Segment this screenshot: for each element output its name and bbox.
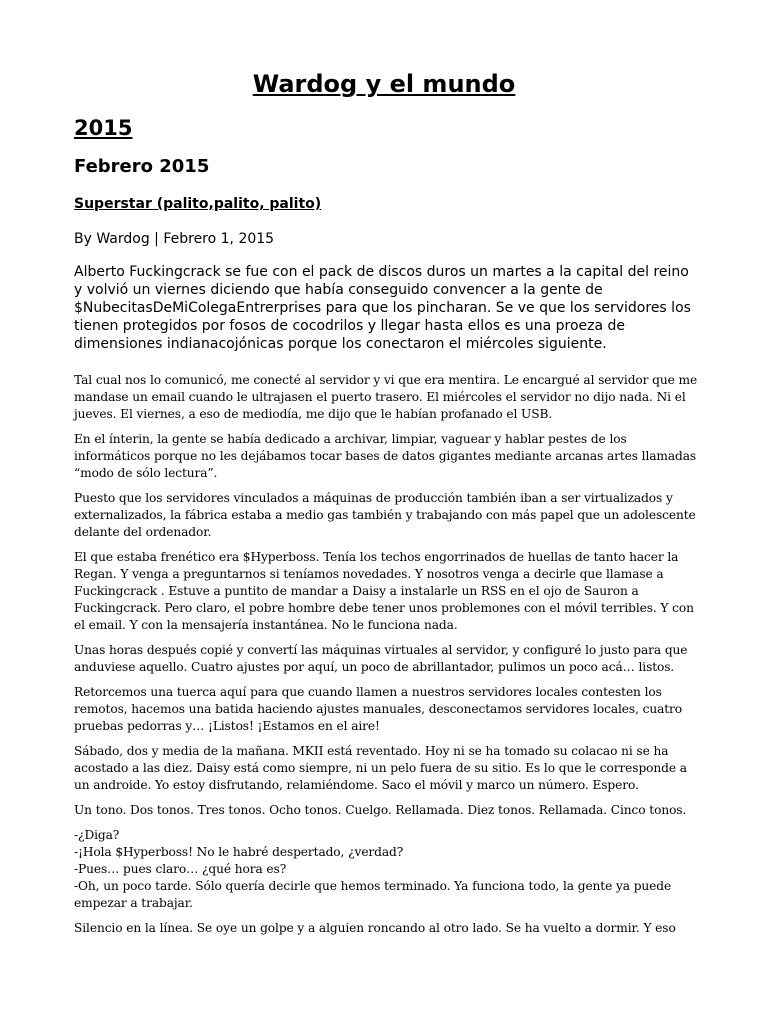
dialog-line: -Oh, un poco tarde. Sólo quería decirle que hemos terminado. Ya funciona todo, la gente ya puede empezar a trabajar. — [74, 879, 672, 910]
body-paragraph: Puesto que los servidores vinculados a máquinas de producción también iban a ser virtualizados y externalizados, la fábrica estaba a medio gas también y trabajando con más papel que un adolescente delante del ordenador. — [74, 491, 696, 539]
body-paragraph: Retorcemos una tuerca aquí para que cuando llamen a nuestros servidores locales contesten los remotos, hacemos una batida haciendo ajustes manuales, desconectamos servidores locales, cuatro pruebas pedorras y… ¡Listos! ¡Estamos en el aire! — [74, 685, 683, 733]
post-byline: By Wardog | Febrero 1, 2015 — [74, 231, 275, 247]
body-paragraph: En el ínterin, la gente se había dedicado a archivar, limpiar, vaguear y hablar pestes de los informáticos porque no les dejábamos tocar bases de datos gigantes mediante arcanas artes llamadas “modo de sólo lectura”. — [74, 432, 697, 480]
month-heading: Febrero 2015 — [74, 156, 210, 177]
body-paragraph: Un tono. Dos tonos. Tres tonos. Ocho tonos. Cuelgo. Rellamada. Diez tonos. Rellamada. Cinco tonos. — [74, 803, 687, 817]
body-paragraph: Unas horas después copié y convertí las máquinas virtuales al servidor, y configuré lo justo para que anduviese aquello. Cuatro ajustes por aquí, un poco de abrillantador, pulimos un poco acá… listos. — [74, 643, 688, 674]
dialog-line: -¡Hola $Hyperboss! No le habré despertado, ¿verdad? — [74, 845, 404, 859]
year-heading: 2015 — [74, 116, 133, 140]
dialog-line: -¿Diga? — [74, 828, 120, 842]
body-paragraph: Tal cual nos lo comunicó, me conecté al servidor y vi que era mentira. Le encargué al servidor que me mandase un email cuando le ultrajasen el puerto trasero. El miércoles el servidor no dijo nada. Ni el jueves. El viernes, a eso de mediodía, me dijo que le habían profanado el USB. — [74, 373, 698, 421]
dialog-block — [74, 827, 698, 912]
dialog-line: -Pues… pues claro… ¿qué hora es? — [74, 862, 287, 876]
body-paragraph: Sábado, dos y media de la mañana. MKII está reventado. Hoy ni se ha tomado su colacao ni se ha acostado a las diez. Daisy está como siempre, ni un pelo fuera de su sitio. Es lo que le corresponde a un androide. Yo estoy disfrutando, relamiéndome. Saco el móvil y marco un número. Espero. — [74, 744, 687, 792]
document-title: Wardog y el mundo — [252, 70, 516, 98]
body-paragraph: El que estaba frenético era $Hyperboss. Tenía los techos engorrinados de huellas de tanto hacer la Regan. Y venga a preguntarnos si teníamos novedades. Y nosotros venga a decirle que llamase a Fuckingcrack . Estuve a puntito de mandar a Daisy a instalarle un RSS en el ojo de Sauron a Fuckingcrack. Pero claro, el pobre hombre debe tener unos problemones con el móvil terribles. Y con el email. Y con la mensajería instantánea. No le funciona nada. — [74, 550, 694, 632]
intro-paragraph: Alberto Fuckingcrack se fue con el pack de discos duros un martes a la capital del reino y volvió un viernes diciendo que había conseguido convencer a la gente de $NubecitasDeMiColegaEntrerprises para que los pincharan. Se ve que los servidores los tienen protegidos por fosos de cocodrilos y llegar hasta ellos es una proeza de dimensiones indianacojónicas porque los conectaron el miércoles siguiente. — [74, 264, 691, 352]
body-paragraph: Silencio en la línea. Se oye un golpe y a alguien roncando al otro lado. Se ha vuelto a dormir. Y eso — [74, 921, 676, 935]
post-body — [74, 372, 698, 945]
post-title: Superstar (palito,palito, palito) — [74, 196, 322, 212]
